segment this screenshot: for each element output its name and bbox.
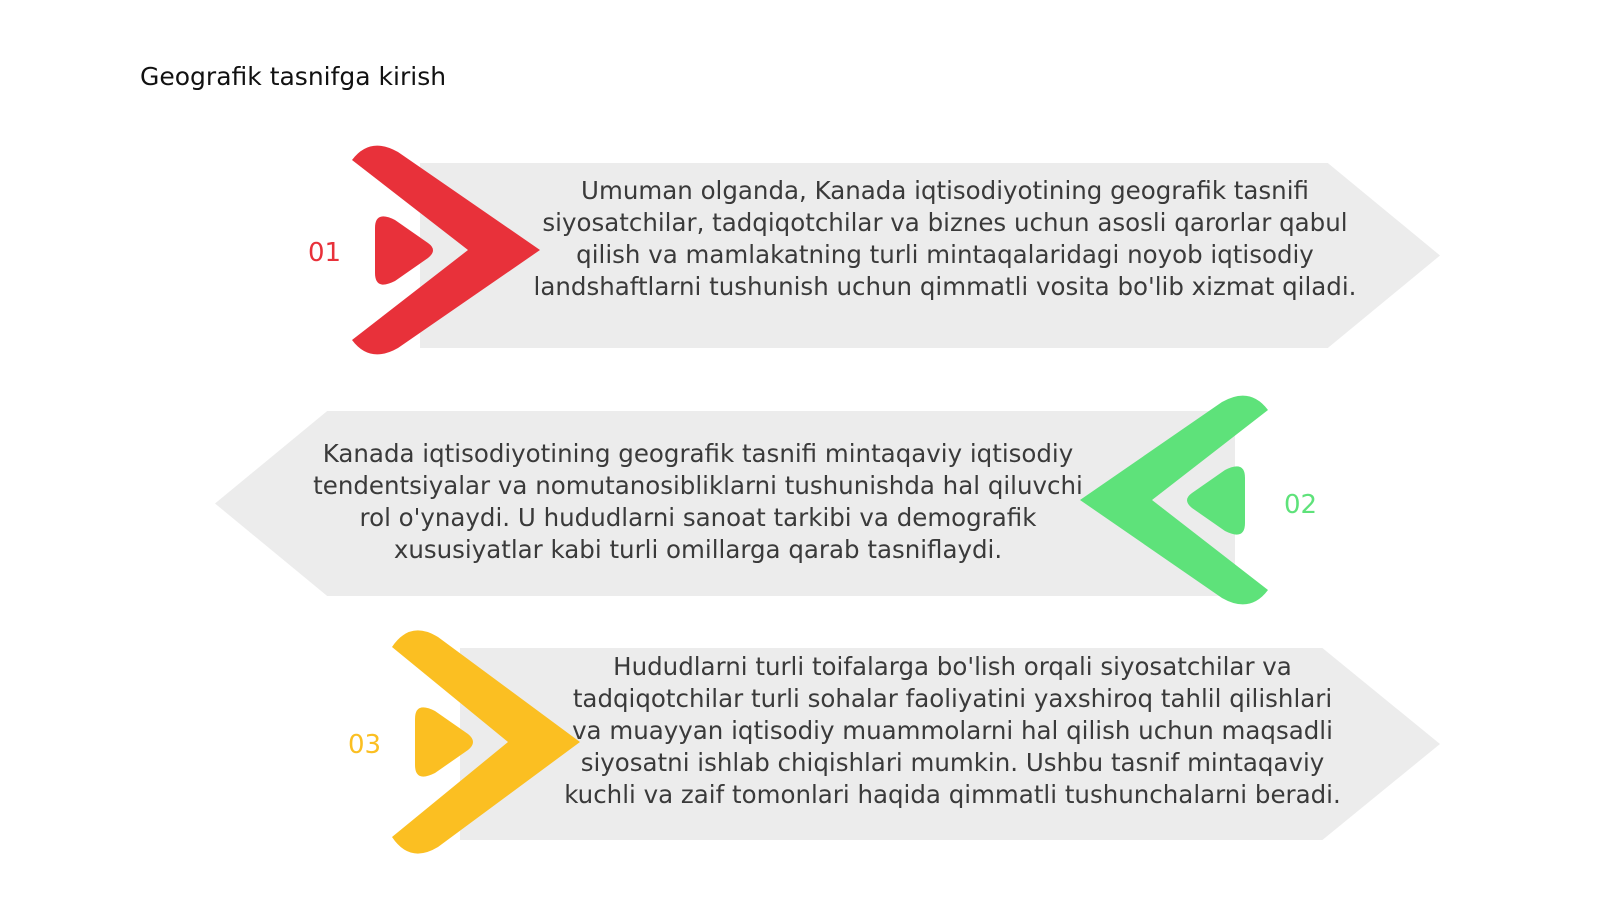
chevron-left-icon	[1070, 388, 1280, 613]
banner-text-3: Hududlarni turli toifalarga bo'lish orqali siyosatchilar va tadqiqotchilar turli sohalar faoliyatini yaxshiroq tahlil qilishlari va muayyan iqtisodiy muammolarni hal qilish uchun maqsadli siyosatni ishlab chiqishlari mumkin. Ushbu tasnif mintaqaviy kuchli va zaif tomonlari haqida qimmatli tushunchalarni beradi.	[564, 652, 1341, 809]
banner-text-1: Umuman olganda, Kanada iqtisodiyotining geografik tasnifi siyosatchilar, tadqiqotchilar va biznes uchun asosli qarorlar qabul qilish va mamlakatning turli mintaqalaridagi noyob iqtisodiy landshaftlarni tushunish uchun qimmatli vosita bo'lib xizmat qiladi.	[533, 176, 1357, 301]
step-number-1: 01	[308, 238, 342, 268]
step-number-3: 03	[348, 730, 382, 760]
chevron-right-icon	[340, 138, 550, 363]
chevron-right-icon	[380, 622, 590, 862]
info-banner-1	[420, 163, 1440, 348]
slide-title: Geografik tasnifga kirish	[140, 62, 447, 91]
step-number-2: 02	[1284, 490, 1318, 520]
banner-text-2: Kanada iqtisodiyotining geografik tasnifi mintaqaviy iqtisodiy tendentsiyalar va nomutanosibliklarni tushunishda hal qiluvchi rol o'ynaydi. U hududlarni sanoat tarkibi va demografik xususiyatlar kabi turli omillarga qarab tasniflaydi.	[313, 439, 1083, 564]
chevron-inner-triangle	[415, 707, 473, 776]
chevron-inner-triangle	[375, 216, 433, 284]
info-banner-3	[460, 648, 1440, 840]
chevron-inner-triangle	[1187, 466, 1245, 534]
